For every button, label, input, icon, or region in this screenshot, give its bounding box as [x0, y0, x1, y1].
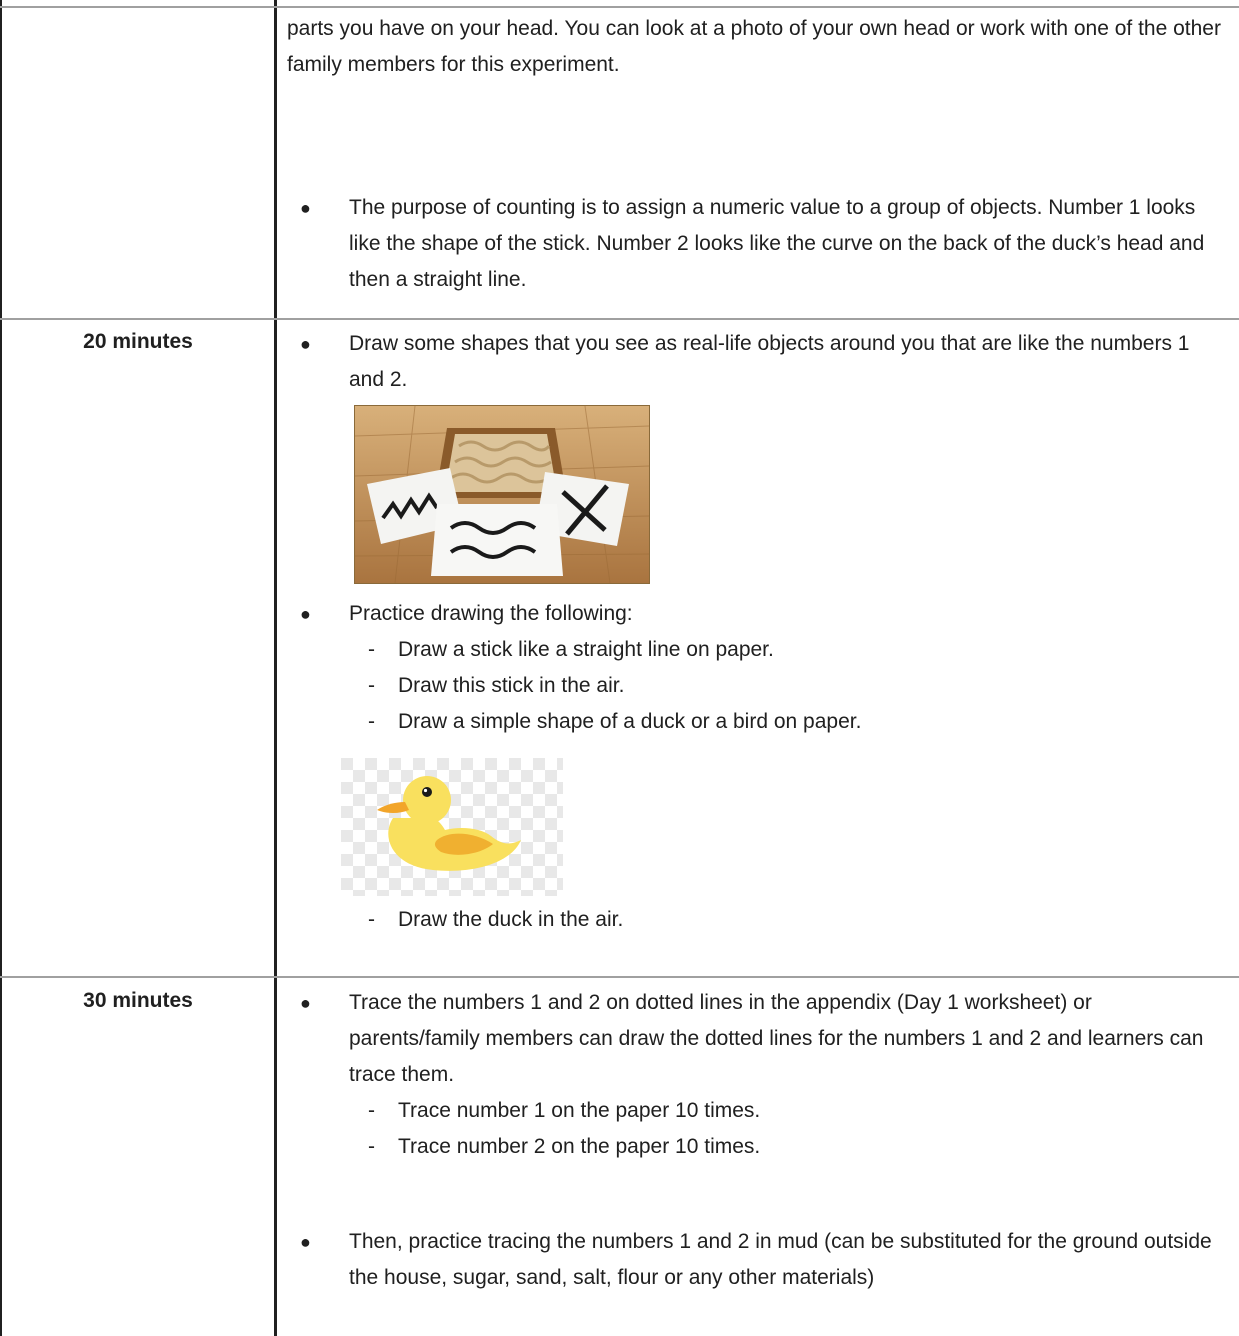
- dash-item: [287, 632, 1227, 668]
- dash-text: Draw this stick in the air.: [398, 674, 625, 697]
- dash-mark: -: [368, 638, 375, 661]
- dash-mark: -: [368, 1135, 375, 1158]
- duck-illustration: [341, 758, 563, 896]
- row2-bullet2: [287, 596, 1227, 740]
- row3-bullet1: [287, 985, 1227, 1165]
- dash-text: Draw a stick like a straight line on paper.: [398, 638, 774, 661]
- bullet-text: Then, practice tracing the numbers 1 and 2 in mud (can be substituted for the ground outside the house, sugar, sand, salt, flour or any other materials): [349, 1230, 1212, 1289]
- duck-image: [341, 758, 563, 896]
- bullet-dot: ●: [300, 1232, 311, 1252]
- row1-content: [287, 11, 1227, 83]
- row2-time-label: 20 minutes: [83, 330, 193, 353]
- bullet-item: [287, 326, 1227, 398]
- row2-bullet1: [287, 326, 1227, 398]
- dash-item: [287, 668, 1227, 704]
- dash-text: Trace number 1 on the paper 10 times.: [398, 1099, 761, 1122]
- bullet-dot: ●: [300, 604, 311, 624]
- table-left-border: [0, 0, 2, 1336]
- bullet-item: [287, 985, 1227, 1093]
- bullet-text: Trace the numbers 1 and 2 on dotted lines in the appendix (Day 1 worksheet) or parents/family members can draw the dotted lines for the numbers 1 and 2 and learners can trace them.: [349, 991, 1204, 1086]
- dash-mark: -: [368, 710, 375, 733]
- bullet-text: Practice drawing the following:: [349, 602, 633, 625]
- bullet-item: [287, 190, 1227, 298]
- bullet-dot: ●: [300, 334, 311, 354]
- bullet-text: The purpose of counting is to assign a numeric value to a group of objects. Number 1 looks like the shape of the stick. Number 2 looks like the curve on the back of the duck’s head and then a straight line.: [349, 196, 1205, 291]
- bullet-dot: ●: [300, 993, 311, 1013]
- sand-tray-illustration: [355, 406, 649, 583]
- bullet-item: [287, 1224, 1227, 1296]
- dash-text: Trace number 2 on the paper 10 times.: [398, 1135, 761, 1158]
- dash-text: Draw the duck in the air.: [398, 908, 624, 931]
- dash-mark: -: [368, 908, 375, 931]
- bullet-item: [287, 596, 1227, 632]
- bullet-dot: ●: [300, 198, 311, 218]
- dash-item: [287, 704, 1227, 740]
- dash-item: [287, 902, 1227, 938]
- dash-item: [287, 1093, 1227, 1129]
- row3-bullet2: [287, 1224, 1227, 1296]
- dash-mark: -: [368, 1099, 375, 1122]
- table-top-border: [0, 6, 1239, 8]
- row1-continuation-text: parts you have on your head. You can look at a photo of your own head or work with one of the other family members for this experiment.: [287, 17, 1221, 76]
- bullet-text: Draw some shapes that you see as real-life objects around you that are like the numbers 1 and 2.: [349, 332, 1190, 391]
- dash-mark: -: [368, 674, 375, 697]
- row2-dash4: [287, 902, 1227, 938]
- dash-text: Draw a simple shape of a duck or a bird on paper.: [398, 710, 862, 733]
- row-divider-2: [0, 976, 1239, 978]
- row3-time-label: 30 minutes: [83, 989, 193, 1012]
- table-column-divider: [274, 0, 277, 1336]
- row1-bullet: [287, 190, 1227, 298]
- row-divider-1: [0, 318, 1239, 320]
- sand-tray-photo: [354, 405, 650, 584]
- dash-item: [287, 1129, 1227, 1165]
